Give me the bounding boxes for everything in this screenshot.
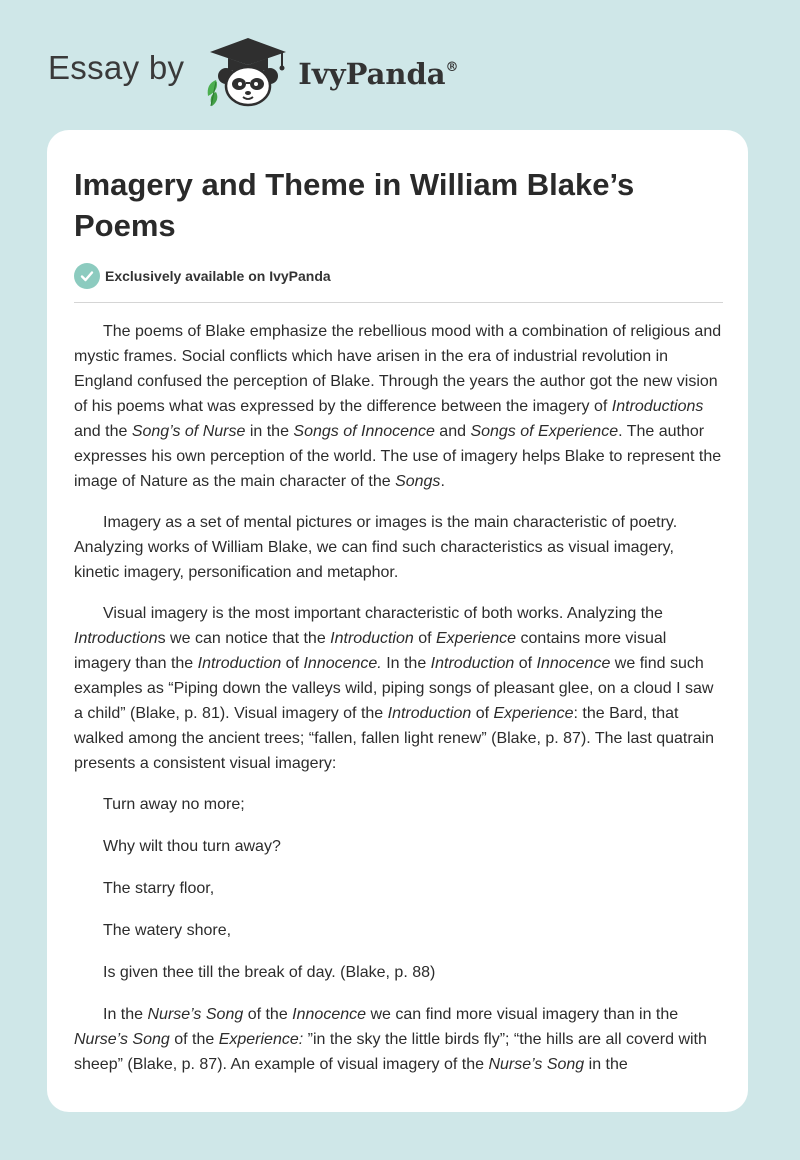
verse-line: The watery shore, [103,922,232,939]
verse-line: The starry floor, [103,880,215,897]
paragraph: Imagery as a set of mental pictures or images is the main characteristic of poetry. Analyzing works of William Blake, we can find such characteristics as visual imagery, kinetic imagery, personification and metaphor. [74,514,678,581]
verse-line: Is given thee till the break of day. (Blake, p. 88) [103,964,436,981]
essay-body [74,319,723,1093]
italic-title: Innocence [536,655,611,672]
italic-title: Experience [436,630,517,647]
italic-title: Nurse’s Song [488,1056,585,1073]
verse-line: Why wilt thou turn away? [103,838,281,855]
italic-title: Songs of Experience [470,423,619,440]
checkmark-icon [74,263,100,289]
italic-title: Introduction [74,630,158,647]
italic-title: Nurse’s Song [74,1031,170,1048]
site-header [48,36,459,108]
italic-title: Introduction [387,705,472,722]
paragraph: In the Nurse’s Song of the Innocence we can find more visual imagery than in the Nurse’s Song of the Experience: ”in the sky the little birds fly”; “the hills are all coverd with sheep” (Blake, p. 87). An example of visual imagery of the Nurse’s Song in the [74,1006,707,1073]
brand-name[interactable]: IvyPanda® [298,57,459,91]
italic-title: Songs of Innocence [293,423,435,440]
paragraph: The poems of Blake emphasize the rebellious mood with a combination of religious and mystic frames. Social conflicts which have arisen in the era of industrial revolution in England confused the perception of Blake. Through the years the author got the new vision of his poems what was expressed by the difference between the imagery of Introductions and the Song’s of Nurse in the Songs of Innocence and Songs of Experience. The author expresses his own perception of the world. The use of imagery helps Blake to represent the image of Nature as the main character of the Songs. [74,323,722,490]
italic-title: Introduction [430,655,515,672]
essay-card [47,130,748,1112]
italic-title: Song’s of Nurse [131,423,246,440]
trademark-mark: ® [445,60,459,76]
italic-title: Innocence. [303,655,382,672]
exclusive-badge-label: Exclusively available on IvyPanda [105,268,331,284]
italic-title: Nurse’s Song [147,1006,244,1023]
italic-title: Innocence [292,1006,367,1023]
title-divider [74,302,723,303]
italic-title: Introduction [330,630,414,647]
italic-title: Introduction [197,655,282,672]
paragraph: Visual imagery is the most important characteristic of both works. Analyzing the Introductions we can notice that the Introduction of Experience contains more visual imagery than the Introduction of Innocence. In the Introduction of Innocence we find such examples as “Piping down the valleys wild, piping songs of pleasant glee, on a cloud I saw a child” (Blake, p. 81). Visual imagery of the Introduction of Experience: the Bard, that walked among the ancient trees; “fallen, fallen light renew” (Blake, p. 87). The last quatrain presents a consistent visual imagery: [74,605,715,772]
verse-line: Turn away no more; [103,796,245,813]
page-title: Imagery and Theme in William Blake’s Poems [74,167,635,243]
italic-title: Experience [493,705,574,722]
italic-title: Introductions [611,398,704,415]
panda-logo-icon[interactable] [202,36,294,108]
italic-title: Songs [395,473,441,490]
exclusive-badge [74,263,331,289]
essay-by-label: Essay by [48,49,185,86]
italic-title: Experience: [218,1031,304,1048]
